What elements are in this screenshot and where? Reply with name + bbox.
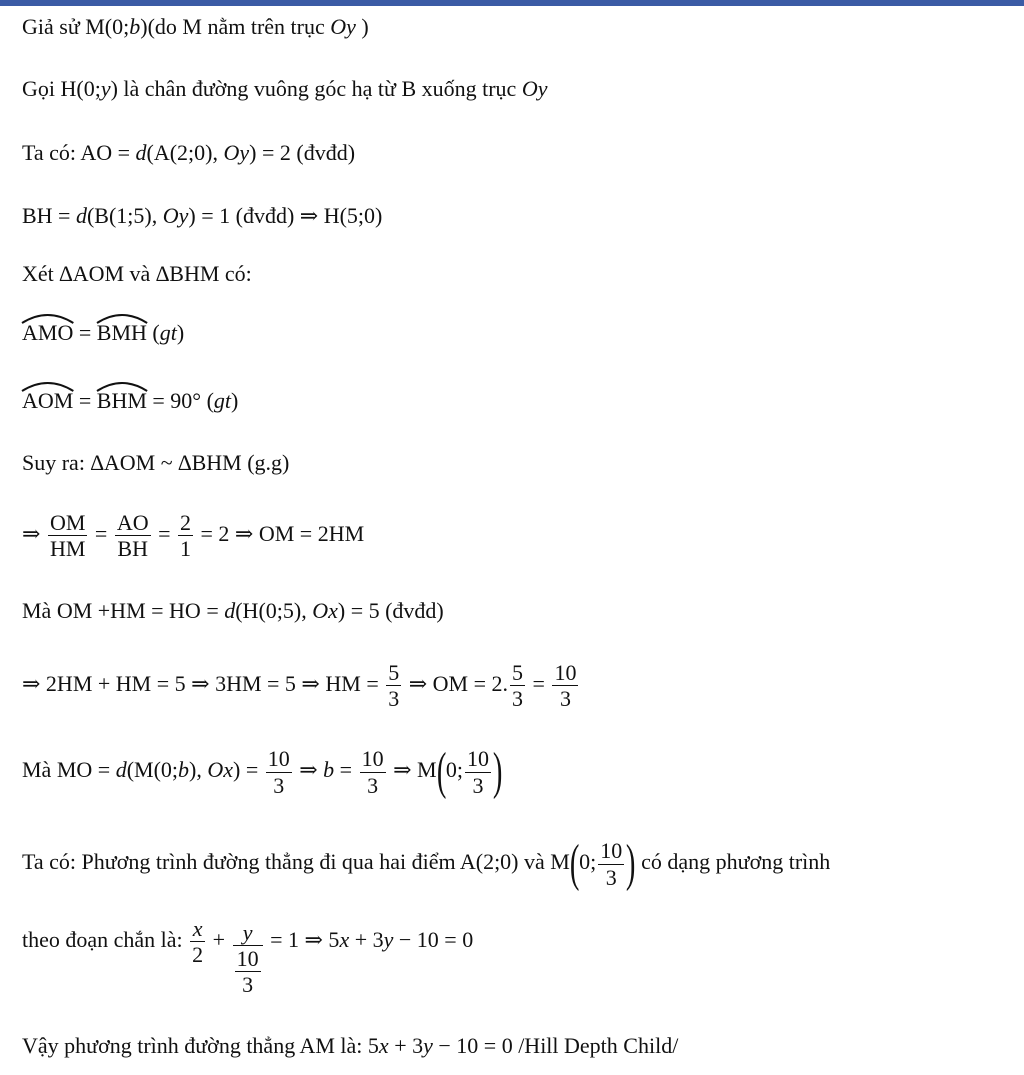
fraction	[510, 660, 525, 712]
line-10	[22, 600, 444, 622]
fraction	[360, 746, 386, 798]
text: theo đoạn chắn là:	[22, 926, 189, 952]
angle-AOM	[22, 390, 73, 412]
text: ) = 2 (đvđd)	[249, 140, 356, 165]
var: y	[100, 76, 111, 101]
text: +	[207, 926, 231, 952]
text: + 3	[388, 1033, 424, 1058]
var: Oy	[330, 14, 356, 39]
numerator: 5	[512, 660, 524, 685]
text: 0;	[579, 849, 597, 875]
var: b	[178, 757, 190, 783]
var: d	[135, 140, 147, 165]
line-7	[22, 390, 238, 412]
text: ⇒ OM = 2.	[403, 670, 509, 696]
line-11	[22, 660, 580, 712]
numerator: 10	[600, 838, 623, 864]
var: gt	[213, 388, 232, 413]
denominator: 3	[472, 772, 484, 798]
line-6	[22, 322, 184, 344]
text: ) là chân đường vuông góc hạ từ B xuống trục	[110, 76, 522, 101]
text: Xét ∆AOM và ∆BHM có:	[22, 261, 252, 286]
var: b	[129, 14, 141, 39]
var: Oy	[162, 203, 189, 228]
text: Gọi H(0;	[22, 76, 101, 101]
var: d	[75, 203, 87, 228]
denominator: BH	[117, 536, 148, 562]
text: có dạng phương trình	[635, 849, 831, 875]
hat-arc	[22, 313, 73, 323]
text: AOM	[22, 388, 74, 413]
line-14	[22, 916, 473, 998]
line-13	[22, 835, 831, 892]
var: y	[383, 926, 394, 952]
numerator: AO	[116, 510, 149, 535]
var: d	[224, 598, 236, 623]
denominator: 3	[388, 686, 400, 712]
text: )	[231, 388, 239, 413]
text: =	[527, 670, 551, 696]
text: ),	[189, 757, 208, 783]
text: Suy ra: ∆AOM ~ ∆BHM (g.g)	[22, 450, 290, 475]
paren-left: (	[569, 835, 580, 892]
text: (	[146, 320, 160, 345]
line-15	[22, 1035, 678, 1057]
text: (H(0;5),	[235, 598, 313, 623]
line-8	[22, 452, 289, 474]
var: d	[115, 757, 127, 783]
var: Oy	[521, 76, 548, 101]
text: =	[334, 757, 358, 783]
angle-BMH	[97, 322, 147, 344]
line-3	[22, 142, 355, 164]
denominator	[233, 946, 263, 998]
text: ) = 5 (đvđd)	[337, 598, 444, 623]
text: ⇒	[22, 520, 46, 546]
angle-BHM	[97, 390, 147, 412]
text: ⇒ M	[387, 757, 437, 783]
fraction	[178, 510, 193, 562]
fraction	[465, 746, 491, 798]
text: Mà OM +HM = HO =	[22, 598, 225, 623]
denominator: 3	[605, 864, 617, 890]
numerator: 10	[267, 746, 290, 772]
fraction	[48, 510, 87, 562]
text: Giả sử M(0;	[22, 14, 130, 39]
text: )	[355, 14, 369, 39]
text: ) =	[233, 757, 264, 783]
numerator: 10	[236, 946, 259, 971]
text: =	[89, 520, 113, 546]
paren-right: )	[626, 835, 636, 892]
text: = 90° (	[146, 388, 214, 413]
fraction	[115, 510, 151, 562]
denominator: 2	[192, 942, 204, 968]
top-accent-bar	[0, 0, 1024, 6]
text: Mà MO =	[22, 757, 116, 783]
text: + 3	[349, 926, 384, 952]
text: − 10 = 0 /Hill Depth Child/	[432, 1033, 679, 1058]
line-9	[22, 510, 364, 562]
paren-right: )	[492, 743, 503, 800]
text: 0;	[445, 757, 464, 783]
text: (A(2;0),	[146, 140, 224, 165]
hat-arc	[97, 313, 147, 323]
text: )(do M nằm trên trục	[140, 14, 331, 39]
hat-arc	[22, 381, 73, 391]
denominator: 3	[273, 772, 285, 798]
text: = 2 ⇒ OM = 2HM	[195, 520, 365, 546]
var: b	[323, 757, 335, 783]
var: Ox	[207, 757, 233, 783]
paren-left: (	[436, 743, 447, 800]
compound-fraction	[233, 920, 263, 998]
text: BHM	[96, 388, 147, 413]
line-4	[22, 205, 382, 227]
numerator: x	[190, 916, 205, 942]
text: Ta có: Phương trình đường thẳng đi qua hai điểm A(2;0) và M	[22, 849, 570, 875]
fraction	[598, 838, 624, 890]
var: y	[423, 1033, 433, 1058]
text: (B(1;5),	[86, 203, 163, 228]
text: ⇒	[293, 757, 324, 783]
line-2	[22, 78, 547, 100]
var: x	[339, 926, 350, 952]
numerator: OM	[49, 510, 86, 535]
numerator: 10	[554, 660, 577, 685]
text: BMH	[96, 320, 147, 345]
var: gt	[159, 320, 177, 345]
text: (M(0;	[126, 757, 179, 783]
text: ) = 1 (đvđd) ⇒ H(5;0)	[188, 203, 383, 228]
text: Ta có: AO =	[22, 140, 136, 165]
text: ⇒ 2HM + HM = 5 ⇒ 3HM = 5 ⇒ HM =	[22, 670, 385, 696]
numerator: 10	[361, 746, 384, 772]
inner-fraction	[235, 946, 261, 998]
text: =	[73, 320, 97, 345]
denominator: 3	[512, 686, 524, 712]
numerator: 10	[467, 746, 490, 772]
text: )	[176, 320, 185, 345]
denominator: 3	[559, 686, 571, 712]
text: BH =	[22, 203, 76, 228]
numerator: 5	[388, 660, 400, 685]
text: =	[73, 388, 97, 413]
denominator: 1	[180, 536, 192, 562]
var: x	[378, 1033, 389, 1058]
numerator: 2	[180, 510, 192, 535]
line-12	[22, 743, 503, 800]
text: − 10 = 0	[393, 926, 474, 952]
numerator: y	[233, 920, 263, 946]
denominator: 3	[242, 972, 254, 998]
fraction	[386, 660, 401, 712]
fraction	[266, 746, 292, 798]
denominator: 3	[367, 772, 379, 798]
line-5	[22, 263, 252, 285]
text: =	[152, 520, 177, 546]
var: Oy	[223, 140, 250, 165]
line-1	[22, 16, 369, 38]
angle-AMO	[22, 322, 73, 344]
denominator: HM	[49, 536, 86, 562]
fraction	[190, 916, 205, 968]
text: Vậy phương trình đường thẳng AM là: 5	[22, 1033, 379, 1058]
text: = 1 ⇒ 5	[264, 926, 340, 952]
text: AMO	[22, 320, 74, 345]
hat-arc	[97, 381, 147, 391]
fraction	[552, 660, 578, 712]
var: Ox	[312, 598, 338, 623]
